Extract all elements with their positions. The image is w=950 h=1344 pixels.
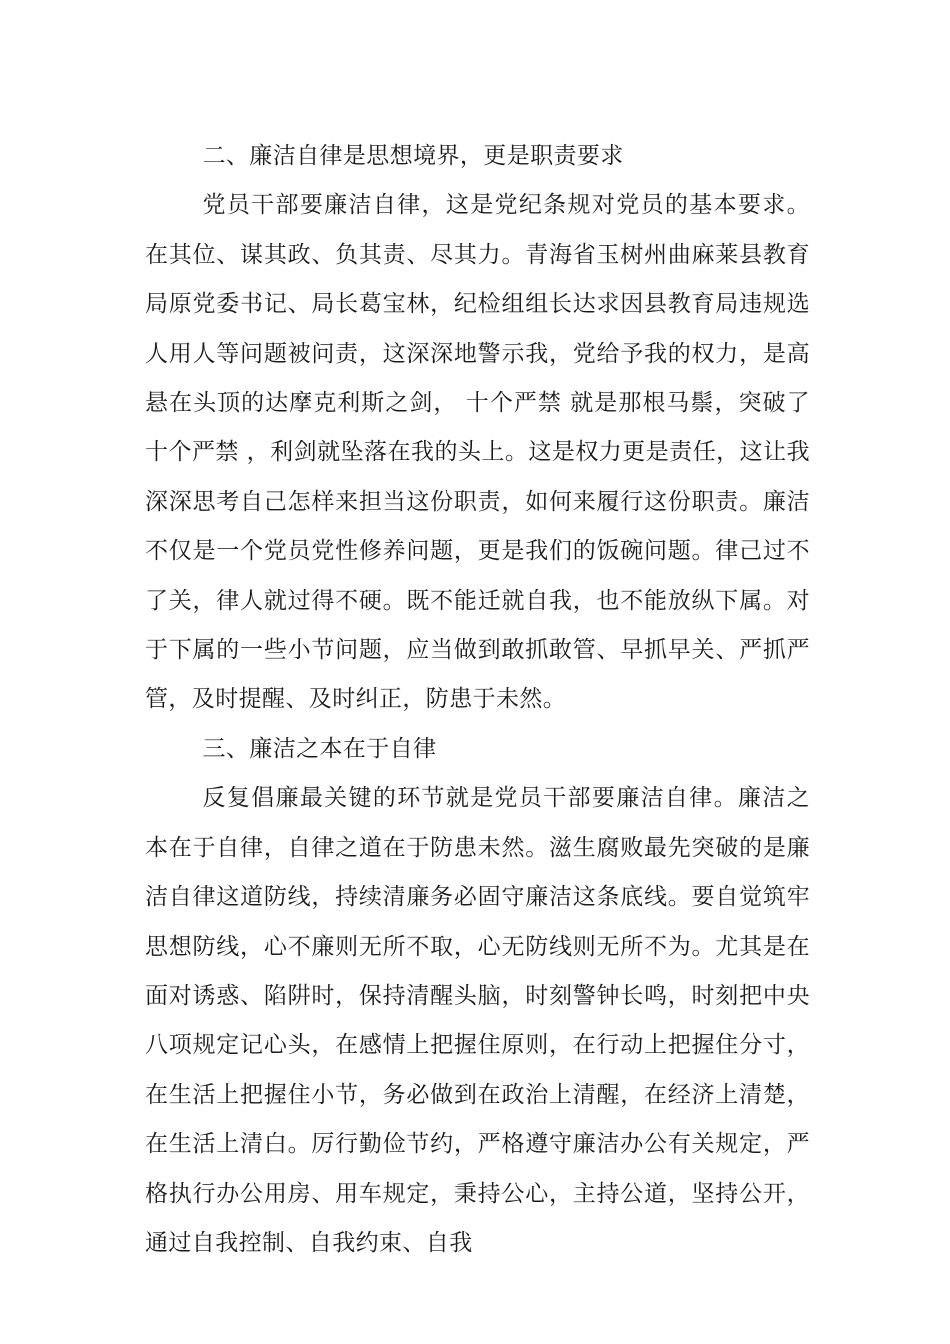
- section-paragraph-2: 党员干部要廉洁自律，这是党纪条规对党员的基本要求。在其位、谋其政、负其责、尽其力。青海省玉树州曲麻莱县教育局原党委书记、局长葛宝林，纪检组组长达求因县教育局违规选人用人等问题被问责，这深深地警示我，党给予我的权力，是高悬在头顶的达摩克利斯之剑， 十个严禁 就是那根马鬃，突破了 十个严禁 ，利剑就坠落在我的头上。这是权力更是责任，这让我深深思考自己怎样来担当这份职责，如何来履行这份职责。廉洁不仅是一个党员党性修养问题，更是我们的饭碗问题。律己过不了关，律人就过得不硬。既不能迁就自我，也不能放纵下属。对于下属的一些小节问题，应当做到敢抓敢管、早抓早关、严抓严管，及时提醒、及时纠正，防患于未然。: [145, 192, 810, 713]
- document-body: [145, 132, 810, 1268]
- section-heading-2: 二、廉洁自律是思想境界，更是职责要求: [202, 143, 624, 169]
- section-paragraph-3: 反复倡廉最关键的环节就是党员干部要廉洁自律。廉洁之本在于自律，自律之道在于防患未然。滋生腐败最先突破的是廉洁自律这道防线，持续清廉务必固守廉洁这条底线。要自觉筑牢思想防线，心不廉则无所不取，心无防线则无所不为。尤其是在面对诱惑、陷阱时，保持清醒头脑，时刻警钟长鸣，时刻把中央八项规定记心头，在感情上把握住原则，在行动上把握住分寸，在生活上把握住小节，务必做到在政治上清醒，在经济上清楚，在生活上清白。厉行勤俭节约，严格遵守廉洁办公有关规定，严格执行办公用房、用车规定，秉持公心，主持公道，坚持公开，通过自我控制、自我约束、自我: [145, 785, 810, 1256]
- section-heading-3: 三、廉洁之本在于自律: [202, 735, 437, 762]
